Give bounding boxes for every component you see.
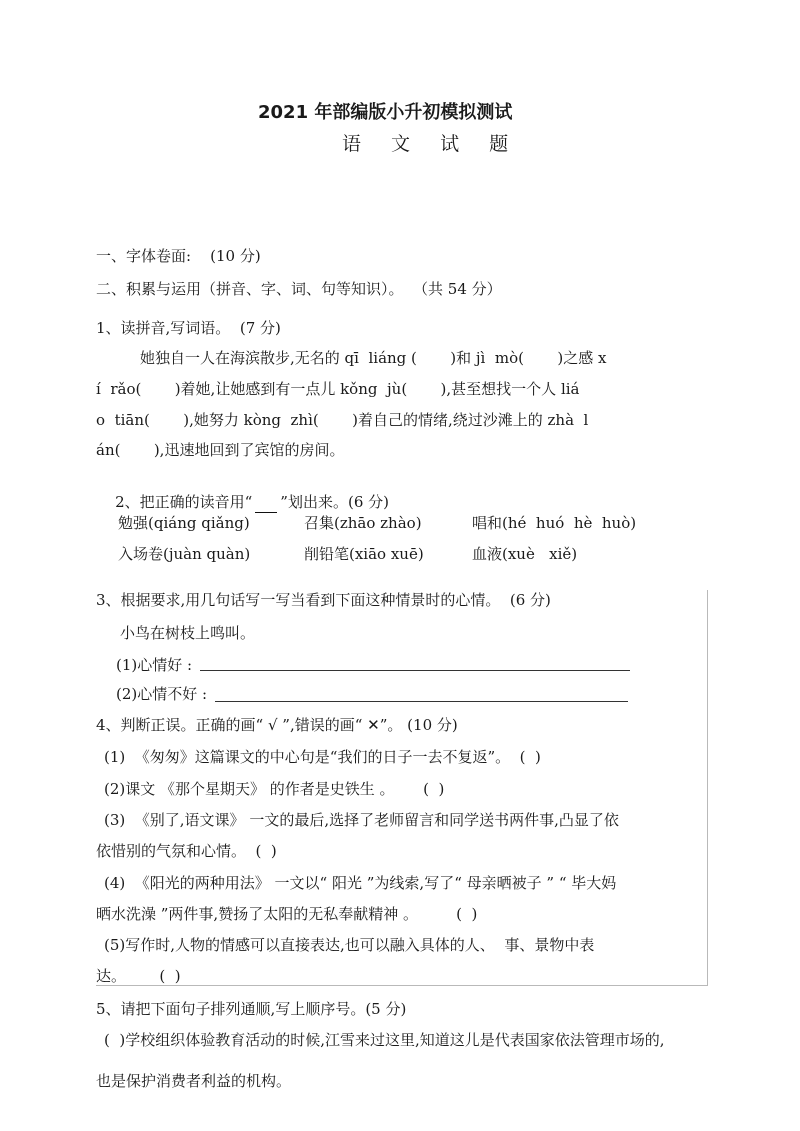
exam-title: 2021 年部编版小升初模拟测试 [258,102,513,123]
q4-line: (5)写作时,人物的情感可以直接表达,也可以融入具体的人、 事、景物中表 [104,936,595,954]
section-1-heading: 一、字体卷面: (10 分) [96,247,261,265]
q4-line: (2)课文 《那个星期天》 的作者是史铁生 。 ( ) [104,780,445,798]
q5-line: ( )学校组织体验教育活动的时候,江雪来过这里,知道这儿是代表国家依法管理市场的, [104,1031,665,1049]
q4-line: 依惜别的气氛和心情。 ( ) [96,842,277,860]
q1-line: án( ),迅速地回到了宾馆的房间。 [96,441,345,459]
q3-answer-line-2[interactable] [215,701,628,702]
underline-sample [255,492,277,513]
box-border-bottom [96,985,708,986]
q1-heading: 1、读拼音,写词语。 (7 分) [96,319,281,337]
q4-line: 达。 ( ) [96,967,181,985]
q3-item-2-label: (2)心情不好 : [116,685,208,703]
q4-line: 晒水洗澡 ”两件事,赞扬了太阳的无私奉献精神 。 ( ) [96,905,478,923]
q4-line: (1) 《匆匆》这篇课文的中心句是“我们的日子一去不复返”。 ( ) [104,748,541,766]
q4-heading: 4、判断正误。正确的画“ √ ”,错误的画“ ✕”。 (10 分) [96,716,458,734]
q2-option: 唱和(hé huó hè huò) [472,514,637,532]
q2-heading-pre: 2、把正确的读音用“ [115,493,253,511]
q3-item-1-label: (1)心情好 : [116,656,193,674]
q2-heading-post: ”划出来。(6 分) [280,493,389,511]
section-2-heading: 二、积累与运用（拼音、字、词、句等知识）。 （共 54 分） [96,280,502,298]
q2-option: 入场卷(juàn quàn) [118,545,251,563]
box-border-right [707,590,708,985]
q2-option: 削铅笔(xiāo xuē) [304,545,424,563]
q4-line: (4) 《阳光的两种用法》 一文以“ 阳光 ”为线索,写了“ 母亲晒被子 ” “ 毕大妈 [104,874,617,892]
q2-option: 勉强(qiáng qiǎng) [118,514,250,532]
q5-heading: 5、请把下面句子排列通顺,写上顺序号。(5 分) [96,1000,407,1018]
q4-line: (3) 《别了,语文课》 一文的最后,选择了老师留言和同学送书两件事,凸显了依 [104,811,619,829]
q2-option: 血液(xuè xiě) [472,545,578,563]
q3-scene: 小鸟在树枝上鸣叫。 [120,624,256,642]
exam-subtitle: 语 文 试 题 [342,133,521,155]
q1-line: o tiān( ),她努力 kòng zhì( )着自己的情绪,绕过沙滩上的 zhà l [96,411,589,429]
q2-option: 召集(zhāo zhào) [304,514,422,532]
q3-heading: 3、根据要求,用几句话写一写当看到下面这种情景时的心情。 (6 分) [96,591,551,609]
q3-answer-line-1[interactable] [200,670,630,671]
q5-line: 也是保护消费者利益的机构。 [96,1072,292,1090]
q1-line: 她独自一人在海滨散步,无名的 qī liáng ( )和 jì mò( )之感 x [140,349,607,367]
q1-line: í rǎo( )着她,让她感到有一点儿 kǒng jù( ),甚至想找一个人 liá [96,380,580,398]
